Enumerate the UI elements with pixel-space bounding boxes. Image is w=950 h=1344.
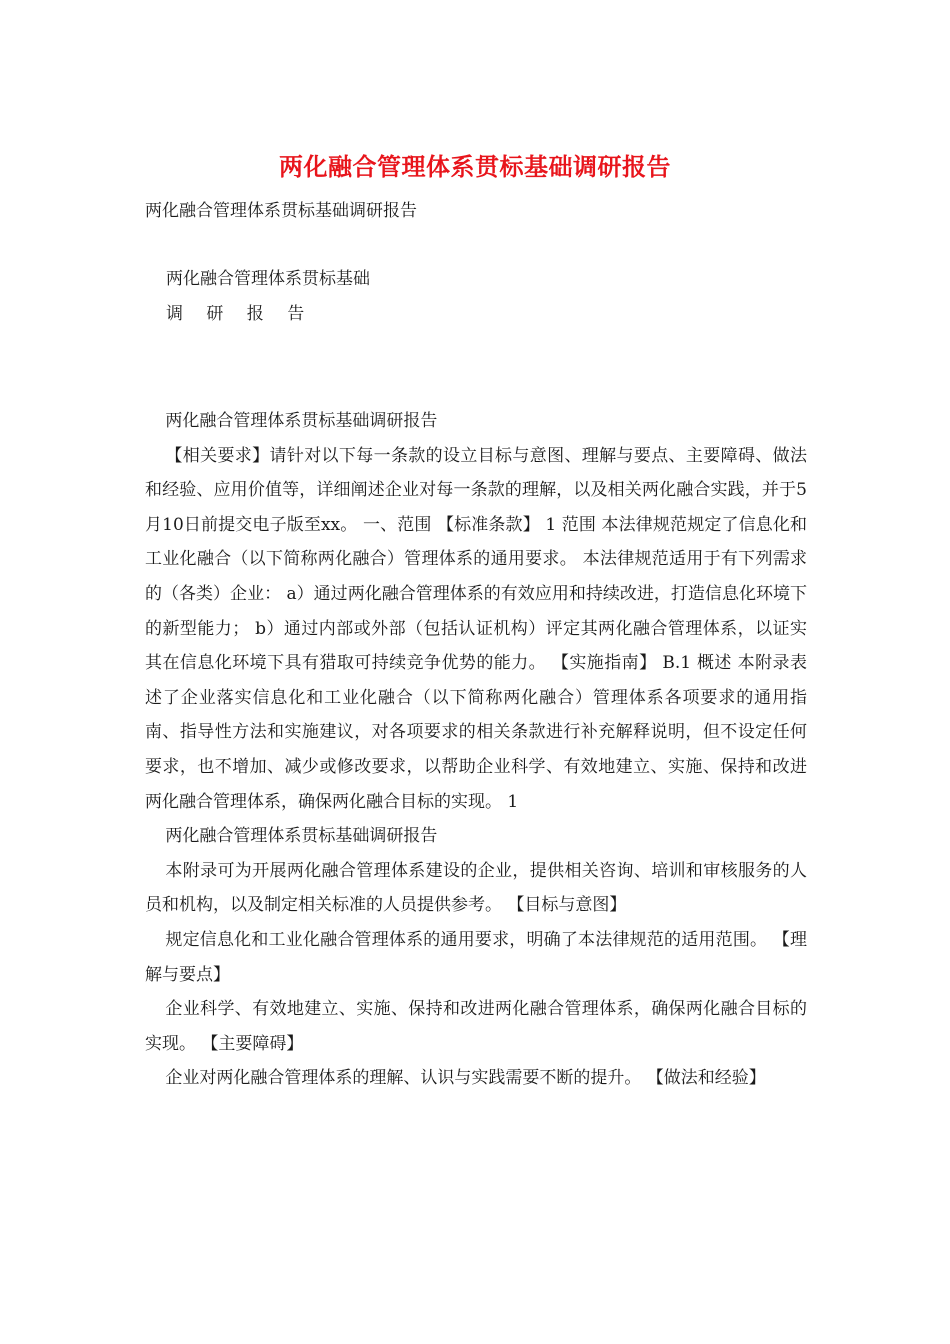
document-subtitle: 两化融合管理体系贯标基础调研报告 [145, 201, 417, 221]
paragraph-appendix: 本附录可为开展两化融合管理体系建设的企业，提供相关咨询、培训和审核服务的人员和机构，以及制定相关标准的人员提供参考。 【目标与意图】 [145, 860, 807, 916]
paragraph-objective: 规定信息化和工业化融合管理体系的通用要求，明确了本法律规范的适用范围。 【理解与要点】 [145, 929, 807, 985]
document-body [145, 404, 807, 1096]
section-heading: 两化融合管理体系贯标基础调研报告 [165, 826, 438, 847]
section-heading: 两化融合管理体系贯标基础调研报告 [165, 411, 438, 431]
paragraph-requirements: 【相关要求】请针对以下每一条款的设立目标与意图、理解与要点、主要障碍、做法和经验、应用价值等，详细阐述企业对每一条款的理解，以及相关两化融合实践，并于5月10日前提交电子版至xx。 一、范围 【标准条款】 1 范围 本法律规范规定了信息化和工业化融合（以下简称两化融合）管理体系的通用要求。 本法律规范适用于有下列需求的（各类）企业： a）通过两化融合管理体系的有效应用和持续改进，打造信息化环境下的新型能力； b）通过内部或外部（包括认证机构）评定其两化融合管理体系，以证实其在信息化环境下具有猎取可持续竞争优势的能力。 【实施指南】 B.1 概述 本附录表述了企业落实信息化和工业化融合（以下简称两化融合）管理体系各项要求的通用指南、指导性方法和实施建议，对各项要求的相关条款进行补充解释说明，但不设定任何要求，也不增加、减少或修改要求，以帮助企业科学、有效地建立、实施、保持和改进两化融合管理体系，确保两化融合目标的实现。 1 [145, 445, 807, 812]
document-title: 两化融合管理体系贯标基础调研报告 [279, 152, 671, 181]
cover-title-line-1: 两化融合管理体系贯标基础 [166, 269, 370, 289]
paragraph-obstacles: 企业对两化融合管理体系的理解、认识与实践需要不断的提升。 【做法和经验】 [165, 1068, 766, 1089]
cover-title-line-2: 调 研 报 告 [166, 304, 314, 324]
paragraph-understanding: 企业科学、有效地建立、实施、保持和改进两化融合管理体系，确保两化融合目标的实现。 【主要障碍】 [145, 999, 807, 1054]
